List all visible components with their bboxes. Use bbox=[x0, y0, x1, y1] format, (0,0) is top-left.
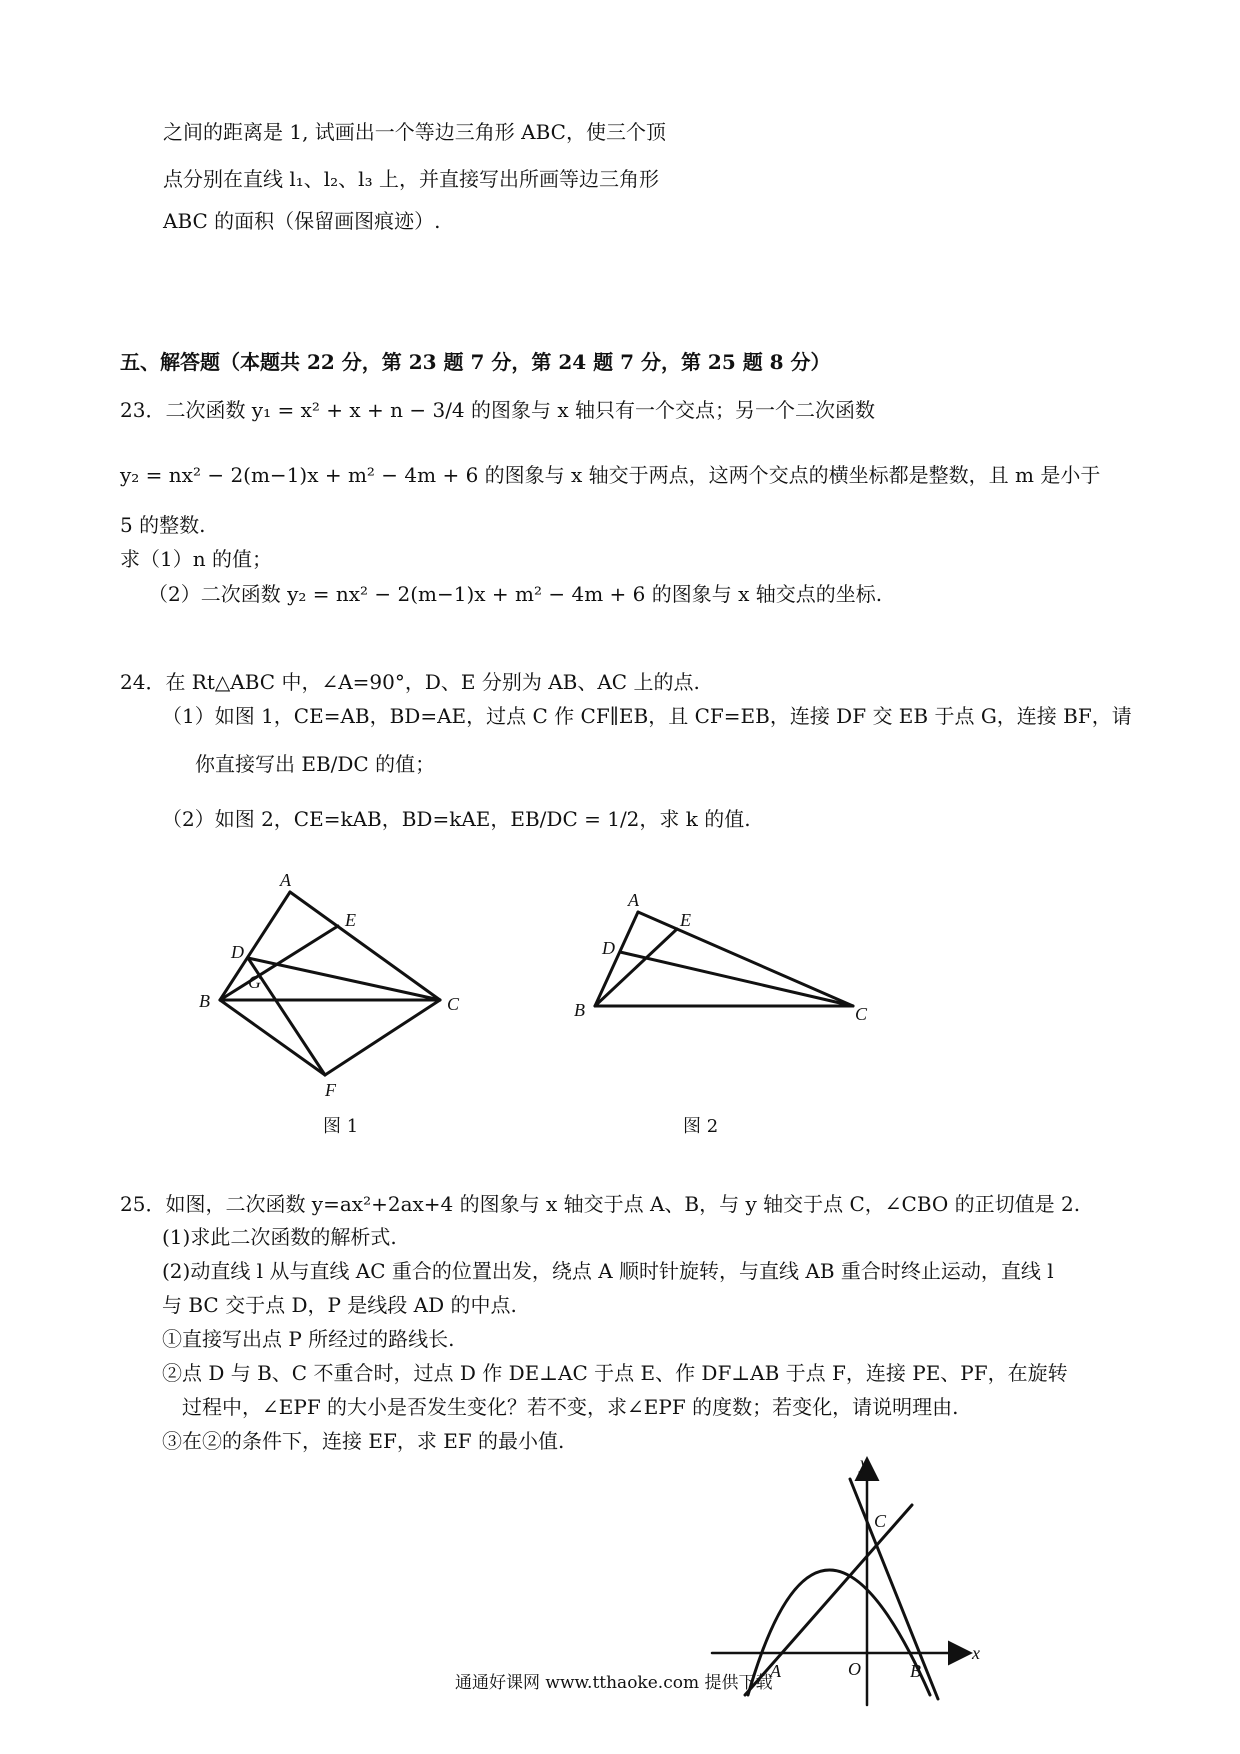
q25-line-8: ③在②的条件下，连接 EF，求 EF 的最小值. bbox=[162, 1429, 565, 1453]
graph-label-x: x bbox=[972, 1643, 980, 1663]
fig1-label-f: F bbox=[325, 1080, 336, 1100]
fig1-label-g: G bbox=[248, 972, 261, 992]
q25-line-7: 过程中，∠EPF 的大小是否发生变化？若不变，求∠EPF 的度数；若变化，请说明理由. bbox=[182, 1395, 959, 1419]
q25-line-3: (2)动直线 l 从与直线 AC 重合的位置出发，绕点 A 顺时针旋转，与直线 AB 重合时终止运动，直线 l bbox=[162, 1259, 1054, 1283]
prev-line-3: ABC 的面积（保留画图痕迹）. bbox=[163, 209, 441, 233]
figure-1 bbox=[195, 870, 475, 1100]
q23-line-5: （2）二次函数 y₂ = nx² − 2(m−1)x + m² − 4m + 6 的图象与 x 轴交点的坐标. bbox=[148, 582, 883, 606]
line-bc bbox=[850, 1479, 938, 1699]
figure-1-caption: 图 1 bbox=[323, 1116, 359, 1137]
q25-line-5: ①直接写出点 P 所经过的路线长. bbox=[162, 1327, 455, 1351]
fig1-label-d: D bbox=[231, 942, 244, 962]
graph-label-y: y bbox=[860, 1455, 868, 1473]
graph-label-c: C bbox=[874, 1511, 887, 1531]
prev-line-1: 之间的距离是 1, 试画出一个等边三角形 ABC，使三个顶 bbox=[163, 120, 666, 144]
q24-line-3: 你直接写出 EB/DC 的值； bbox=[195, 752, 436, 776]
fig2-label-d: D bbox=[602, 938, 615, 958]
fig1-label-a: A bbox=[280, 870, 291, 890]
q25-line-1: 25．如图，二次函数 y=ax²+2ax+4 的图象与 x 轴交于点 A、B，与 y 轴交于点 C，∠CBO 的正切值是 2. bbox=[120, 1192, 1081, 1216]
section-title: 五、解答题（本题共 22 分，第 23 题 7 分，第 24 题 7 分，第 25 题 8 分） bbox=[120, 350, 831, 374]
q23-line-4: 求（1）n 的值； bbox=[120, 547, 272, 571]
q25-line-6: ②点 D 与 B、C 不重合时，过点 D 作 DE⊥AC 于点 E、作 DF⊥AB 于点 F，连接 PE、PF，在旋转 bbox=[162, 1361, 1068, 1385]
graph-label-o: O bbox=[848, 1659, 861, 1679]
fig2-label-e: E bbox=[680, 910, 691, 930]
fig2-label-b: B bbox=[574, 1000, 585, 1020]
q24-line-1: 24．在 Rt△ABC 中，∠A=90°，D、E 分别为 AB、AC 上的点. bbox=[120, 670, 700, 694]
q23-line-3: 5 的整数. bbox=[120, 513, 206, 537]
q25-line-4: 与 BC 交于点 D，P 是线段 AD 的中点. bbox=[162, 1293, 517, 1317]
fig1-label-b: B bbox=[199, 991, 210, 1011]
figure-2 bbox=[570, 890, 880, 1030]
q25-line-2: (1)求此二次函数的解析式. bbox=[162, 1225, 397, 1249]
q24-line-2: （1）如图 1，CE=AB，BD=AE，过点 C 作 CF∥EB，且 CF=EB，连接 DF 交 EB 于点 G，连接 BF，请 bbox=[162, 704, 1132, 728]
graph-label-b: B bbox=[910, 1661, 921, 1681]
fig1-label-e: E bbox=[345, 910, 356, 930]
page-footer: 通通好课网 www.tthaoke.com 提供下载 bbox=[455, 1673, 773, 1693]
q24-line-4: （2）如图 2，CE=kAB，BD=kAE，EB/DC = 1/2，求 k 的值. bbox=[162, 807, 751, 831]
fig2-label-a: A bbox=[628, 890, 639, 910]
fig2-label-c: C bbox=[855, 1004, 868, 1024]
prev-line-2: 点分别在直线 l₁、l₂、l₃ 上，并直接写出所画等边三角形 bbox=[163, 167, 659, 191]
figure-2-caption: 图 2 bbox=[683, 1116, 719, 1137]
q23-line-2: y₂ = nx² − 2(m−1)x + m² − 4m + 6 的图象与 x 轴交于两点，这两个交点的横坐标都是整数，且 m 是小于 bbox=[120, 463, 1101, 487]
fig1-label-c: C bbox=[447, 994, 460, 1014]
q23-line-1: 23．二次函数 y₁ = x² + x + n − 3/4 的图象与 x 轴只有一个交点；另一个二次函数 bbox=[120, 398, 876, 422]
graph-label-a: A bbox=[770, 1661, 781, 1681]
